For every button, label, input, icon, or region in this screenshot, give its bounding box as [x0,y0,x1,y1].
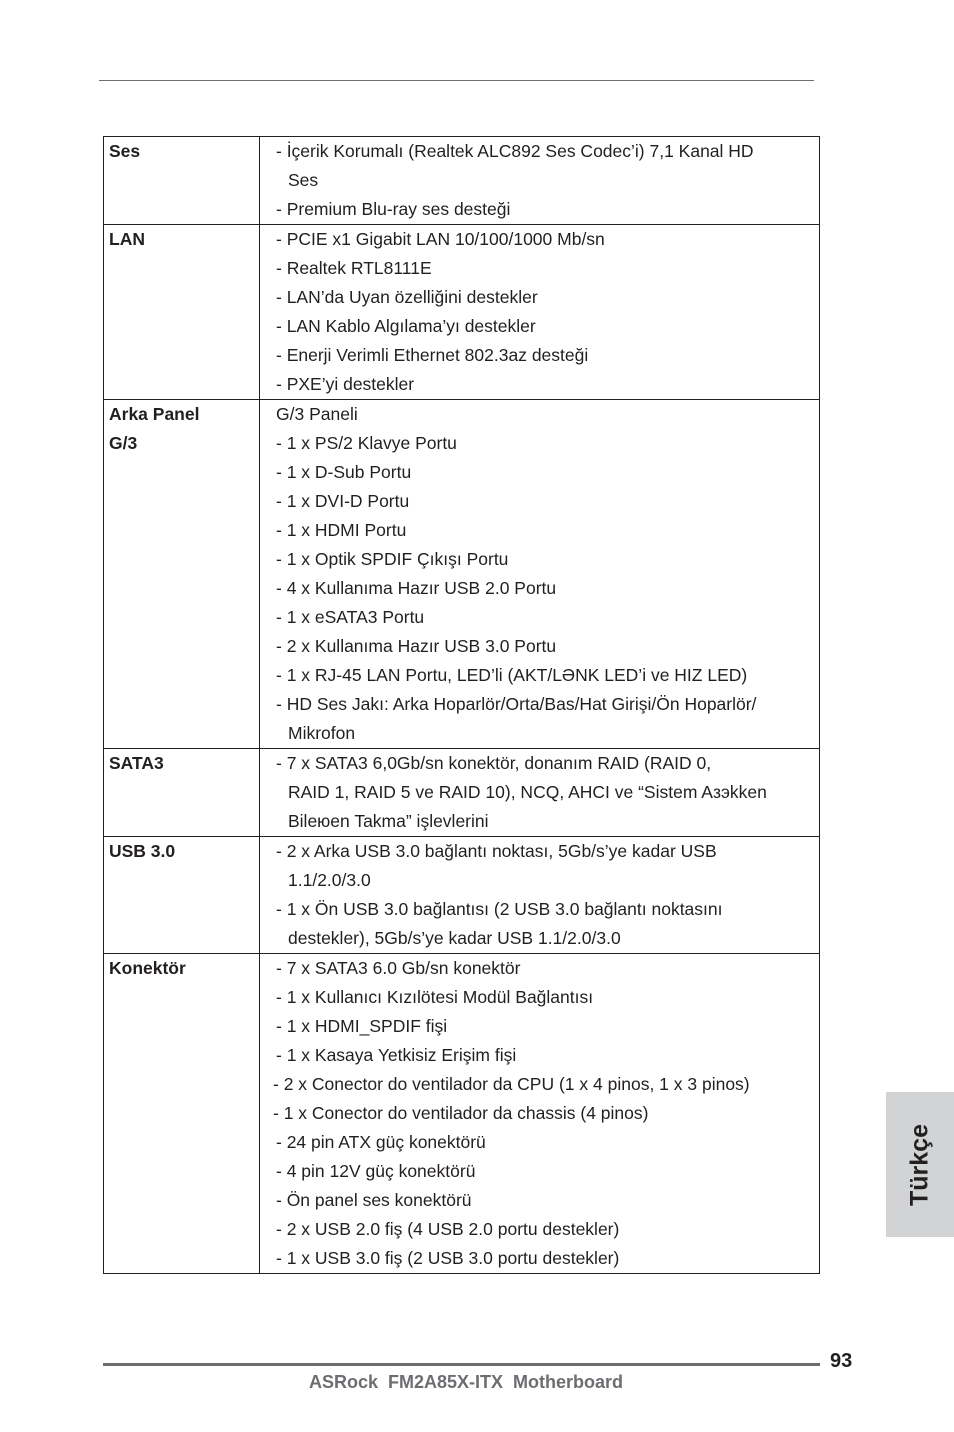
spec-line: - 1 x HDMI_SPDIF fişi [276,1016,448,1036]
spec-line: - 1 x Optik SPDIF Çıkışı Portu [276,549,509,569]
spec-label: LAN [109,229,145,249]
spec-line: - 1 x HDMI Portu [276,520,407,540]
spec-line: - 1 x Kullanıcı Kızılötesi Modül Bağlantısı [276,987,594,1007]
spec-line: - 4 x Kullanıma Hazır USB 2.0 Portu [276,578,557,598]
spec-row [104,225,820,400]
spec-line: - 1 x Ön USB 3.0 bağlantısı (2 USB 3.0 bağlantı noktasını [276,899,723,919]
spec-line: - 2 x Kullanıma Hazır USB 3.0 Portu [276,636,557,656]
spec-line: G/3 Paneli [276,404,358,424]
spec-line: - 2 x Conector do ventilador da CPU (1 x 4 pinos, 1 x 3 pinos) [273,1074,750,1094]
spec-line: - 7 x SATA3 6,0Gb/sn konektör, donanım RAID (RAID 0, [276,753,712,773]
spec-label-cell [104,137,260,225]
spec-content-cell [260,137,820,225]
spec-line: - 1 x PS/2 Klavye Portu [276,433,457,453]
spec-label-cell [104,954,260,1274]
spec-row [104,749,820,837]
spec-line: RAID 1, RAID 5 ve RAID 10), NCQ, AHCI ve “Sistem Aзэkken [288,782,767,802]
spec-row [104,837,820,954]
spec-content-cell [260,400,820,749]
page-number: 93 [830,1350,853,1372]
spec-line: Bileюen Takma” işlevlerini [288,811,489,831]
spec-line: - PCIE x1 Gigabit LAN 10/100/1000 Mb/sn [276,229,605,249]
spec-line: - 1 x eSATA3 Portu [276,607,425,627]
spec-content-cell [260,837,820,954]
spec-line: - 1 x DVI-D Portu [276,491,410,511]
spec-label: G/3 [109,433,138,453]
spec-line: - 1 x Kasaya Yetkisiz Erişim fişi [276,1045,517,1065]
spec-label-cell [104,400,260,749]
spec-label-cell [104,749,260,837]
spec-line: - 2 x Arka USB 3.0 bağlantı noktası, 5Gb/s’ye kadar USB [276,841,717,861]
spec-line: - 1 x USB 3.0 fiş (2 USB 3.0 portu destekler) [276,1248,620,1268]
spec-label: Konektör [109,958,186,978]
spec-label: USB 3.0 [109,841,176,861]
spec-line: - Premium Blu-ray ses desteği [276,199,511,219]
spec-line: - 4 pin 12V güç konektörü [276,1161,476,1181]
spec-line: - PXE’yi destekler [276,374,415,394]
spec-row [104,137,820,225]
language-tab-label: Türkçe [905,1123,934,1206]
bottom-rule [103,1363,820,1366]
spec-line: - Realtek RTL8111E [276,258,432,278]
spec-row [104,954,820,1274]
spec-line: - 1 x D-Sub Portu [276,462,412,482]
spec-line: Mikrofon [288,723,356,743]
spec-line: - Enerji Verimli Ethernet 802.3az desteği [276,345,589,365]
spec-content-cell [260,749,820,837]
spec-label-cell [104,225,260,400]
spec-line: - LAN’da Uyan özelliğini destekler [276,287,538,307]
spec-label: Arka Panel [109,404,200,424]
spec-line: - Ön panel ses konektörü [276,1190,472,1210]
top-rule [99,80,814,81]
spec-line: - 1 x RJ-45 LAN Portu, LED’li (AKT/LƏNK LED’i ve HIZ LED) [276,665,748,685]
spec-label-cell [104,837,260,954]
spec-line: 1.1/2.0/3.0 [288,870,371,890]
spec-label: Ses [109,141,141,161]
spec-line: - 2 x USB 2.0 fiş (4 USB 2.0 portu destekler) [276,1219,620,1239]
spec-line: - LAN Kablo Algılama’yı destekler [276,316,536,336]
spec-line: destekler), 5Gb/s’ye kadar USB 1.1/2.0/3.0 [288,928,621,948]
footer-title: ASRock FM2A85X-ITX Motherboard [309,1372,624,1392]
spec-label: SATA3 [109,753,164,773]
language-tab [886,1092,954,1237]
spec-table [103,136,820,1274]
spec-line: - 24 pin ATX güç konektörü [276,1132,486,1152]
spec-line: - İçerik Korumalı (Realtek ALC892 Ses Codec’i) 7,1 Kanal HD [276,141,754,161]
spec-content-cell [260,225,820,400]
spec-row [104,400,820,749]
spec-line: - 1 x Conector do ventilador da chassis (4 pinos) [273,1103,649,1123]
spec-line: Ses [288,170,319,190]
spec-line: - 7 x SATA3 6.0 Gb/sn konektör [276,958,521,978]
spec-content-cell [260,954,820,1274]
spec-line: - HD Ses Jakı: Arka Hoparlör/Orta/Bas/Hat Girişi/Ön Hoparlör/ [276,694,757,714]
